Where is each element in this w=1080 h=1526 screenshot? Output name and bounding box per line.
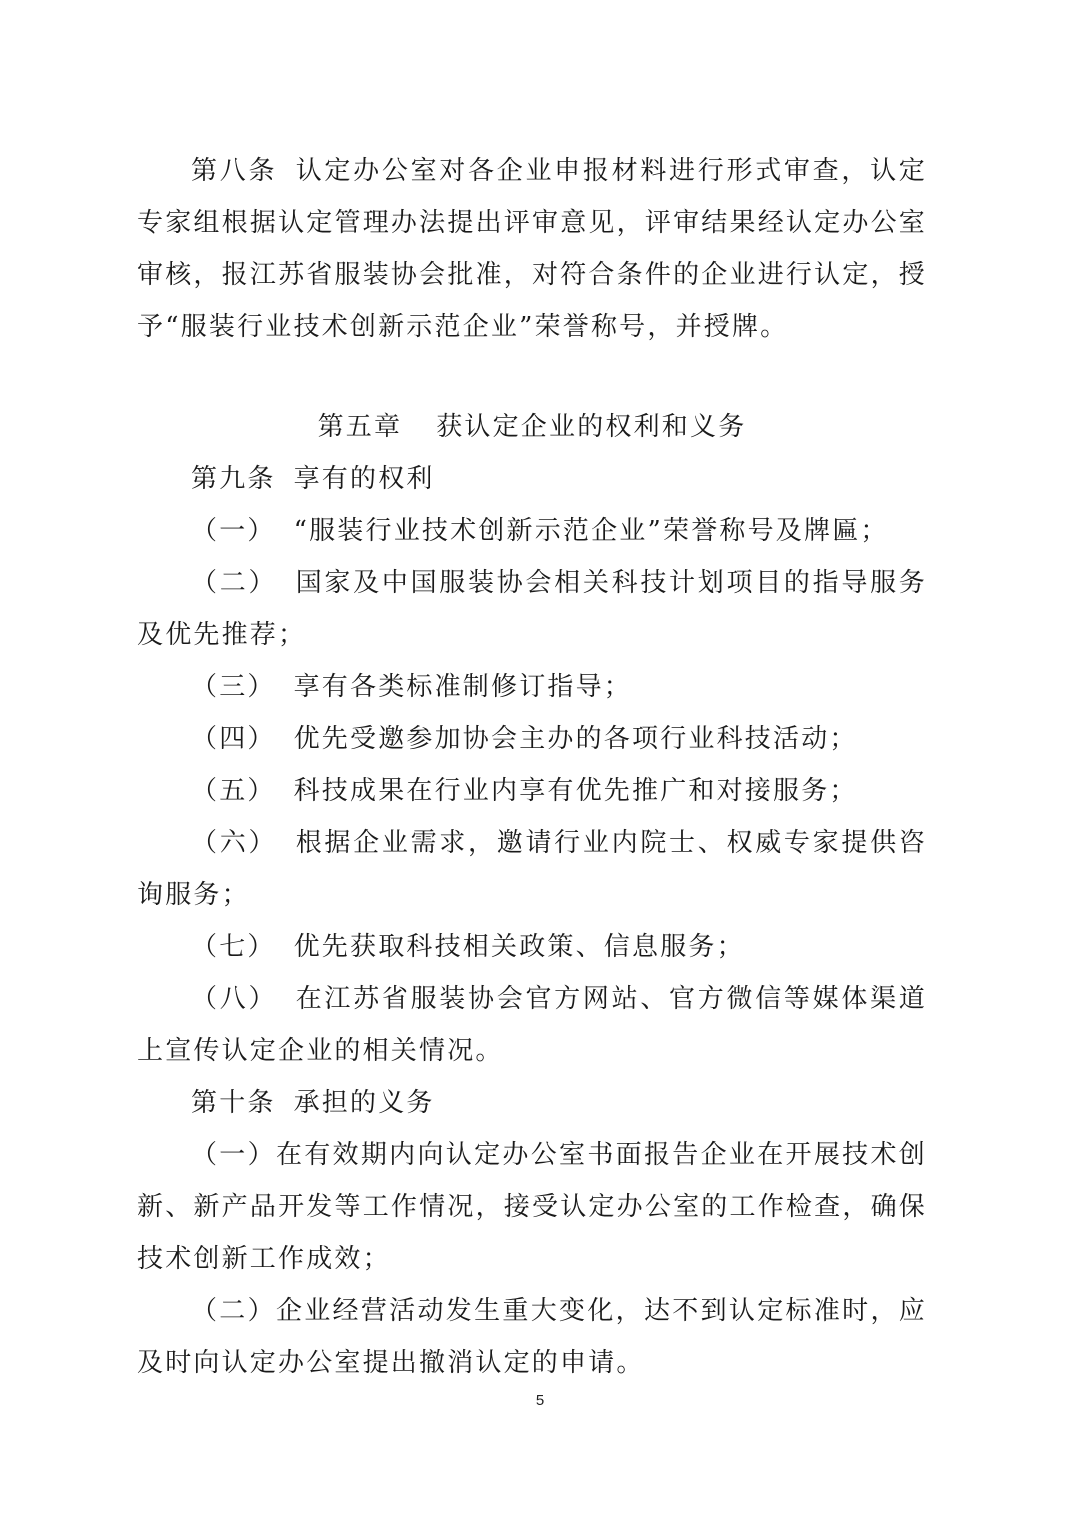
article-10-item bbox=[137, 1285, 927, 1389]
chapter-number: 第五章 bbox=[317, 412, 403, 442]
item-text: 国家及中国服装协会相关科技计划项目的指导服务及优先推荐； bbox=[137, 568, 927, 650]
item-marker: （一） bbox=[191, 1140, 276, 1170]
item-text: 享有各类标准制修订指导； bbox=[293, 672, 633, 702]
article-8-heading: 第八条 bbox=[191, 156, 278, 186]
item-marker: （七） bbox=[191, 932, 276, 962]
item-marker: （二） bbox=[191, 1296, 276, 1326]
item-marker: （六） bbox=[191, 828, 278, 858]
item-marker: （四） bbox=[191, 724, 276, 754]
article-9-item bbox=[137, 557, 927, 661]
article-9-item bbox=[137, 713, 927, 765]
chapter-title: 获认定企业的权利和义务 bbox=[436, 412, 747, 442]
item-text: 根据企业需求，邀请行业内院士、权威专家提供咨询服务； bbox=[137, 828, 927, 910]
article-9-item bbox=[137, 505, 927, 557]
article-9-item bbox=[137, 921, 927, 973]
article-9-item bbox=[137, 973, 927, 1077]
article-8-paragraph bbox=[137, 145, 927, 353]
item-text: 科技成果在行业内享有优先推广和对接服务； bbox=[293, 776, 858, 806]
chapter-5-heading bbox=[137, 401, 927, 453]
item-marker: （一） bbox=[191, 516, 276, 546]
article-9-item bbox=[137, 765, 927, 817]
article-10-title: 承担的义务 bbox=[293, 1088, 435, 1118]
item-marker: （五） bbox=[191, 776, 276, 806]
article-9-heading: 第九条 bbox=[191, 464, 276, 494]
item-text: 在江苏省服装协会官方网站、官方微信等媒体渠道上宣传认定企业的相关情况。 bbox=[137, 984, 927, 1066]
item-marker: （三） bbox=[191, 672, 276, 702]
article-9-item bbox=[137, 661, 927, 713]
item-text: 在有效期内向认定办公室书面报告企业在开展技术创新、新产品开发等工作情况，接受认定办公室的工作检查，确保技术创新工作成效； bbox=[137, 1140, 927, 1274]
item-text: “服装行业技术创新示范企业”荣誉称号及牌匾； bbox=[293, 516, 889, 546]
article-10-heading-line bbox=[137, 1077, 927, 1129]
article-8-text: 认定办公室对各企业申报材料进行形式审查，认定专家组根据认定管理办法提出评审意见，评审结果经认定办公室审核，报江苏省服装协会批准，对符合条件的企业进行认定，授予“服装行业技术创新示范企业”荣誉称号，并授牌。 bbox=[137, 156, 927, 342]
item-text: 企业经营活动发生重大变化，达不到认定标准时，应及时向认定办公室提出撤消认定的申请。 bbox=[137, 1296, 927, 1378]
item-marker: （二） bbox=[191, 568, 278, 598]
article-9-title: 享有的权利 bbox=[293, 464, 435, 494]
item-text: 优先获取科技相关政策、信息服务； bbox=[293, 932, 745, 962]
page-content bbox=[137, 145, 927, 1389]
article-10-item bbox=[137, 1129, 927, 1285]
page-number: 5 bbox=[535, 1392, 545, 1409]
item-text: 优先受邀参加协会主办的各项行业科技活动； bbox=[293, 724, 858, 754]
article-9-item bbox=[137, 817, 927, 921]
article-9-heading-line bbox=[137, 453, 927, 505]
article-10-heading: 第十条 bbox=[191, 1088, 276, 1118]
item-marker: （八） bbox=[191, 984, 278, 1014]
